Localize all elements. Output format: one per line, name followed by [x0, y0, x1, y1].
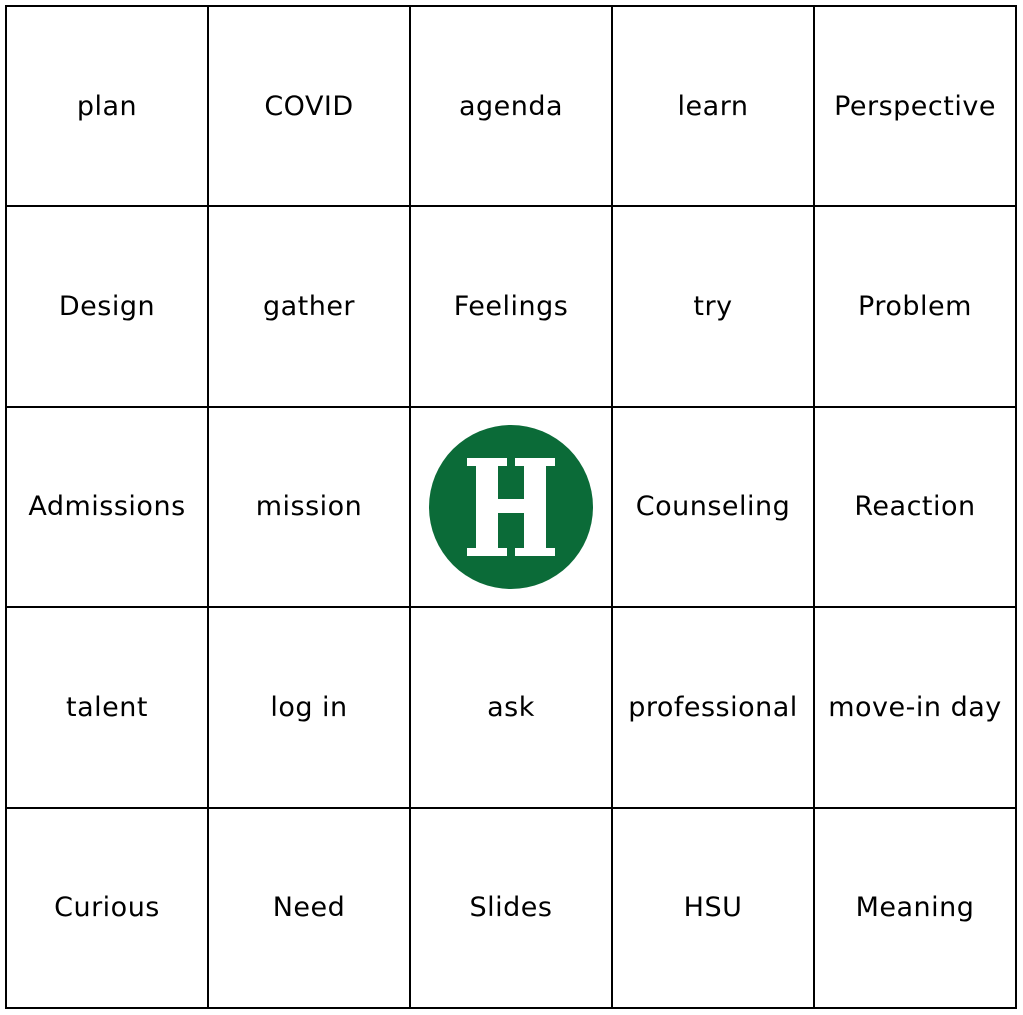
cell-label: Feelings — [453, 291, 569, 323]
cell-label: plan — [76, 90, 138, 122]
cell-label: Perspective — [834, 90, 996, 122]
bingo-cell-learn[interactable] — [613, 7, 815, 207]
cell-label: move-in day — [828, 691, 1002, 723]
bingo-cell-curious[interactable] — [7, 809, 209, 1009]
cell-label: try — [693, 291, 733, 323]
cell-label: gather — [262, 291, 356, 323]
cell-label: professional — [628, 691, 798, 723]
cell-label: Counseling — [635, 491, 791, 523]
bingo-cell-admissions[interactable] — [7, 408, 209, 608]
cell-label: COVID — [264, 90, 354, 122]
bingo-cell-hsu[interactable] — [613, 809, 815, 1009]
cell-label: Slides — [469, 892, 553, 924]
bingo-board — [5, 5, 1017, 1009]
bingo-cell-talent[interactable] — [7, 608, 209, 808]
bingo-cell-free-space[interactable] — [411, 408, 613, 608]
cell-label: Need — [272, 892, 346, 924]
bingo-cell-slides[interactable] — [411, 809, 613, 1009]
cell-label: agenda — [458, 90, 564, 122]
bingo-cell-move-in-day[interactable] — [815, 608, 1017, 808]
cell-label: mission — [255, 491, 363, 523]
bingo-cell-meaning[interactable] — [815, 809, 1017, 1009]
cell-label: Meaning — [855, 892, 975, 924]
cell-label: Design — [58, 291, 156, 323]
bingo-cell-mission[interactable] — [209, 408, 411, 608]
bingo-cell-problem[interactable] — [815, 207, 1017, 407]
cell-label: Curious — [54, 892, 160, 924]
bingo-cell-counseling[interactable] — [613, 408, 815, 608]
bingo-cell-log-in[interactable] — [209, 608, 411, 808]
bingo-cell-agenda[interactable] — [411, 7, 613, 207]
bingo-cell-professional[interactable] — [613, 608, 815, 808]
h-logo-icon — [429, 425, 593, 589]
bingo-cell-need[interactable] — [209, 809, 411, 1009]
bingo-cell-try[interactable] — [613, 207, 815, 407]
cell-label: talent — [66, 691, 148, 723]
bingo-cell-design[interactable] — [7, 207, 209, 407]
cell-label: ask — [487, 691, 535, 723]
cell-label: HSU — [683, 892, 743, 924]
bingo-cell-covid[interactable] — [209, 7, 411, 207]
cell-label: learn — [677, 90, 749, 122]
bingo-cell-gather[interactable] — [209, 207, 411, 407]
bingo-cell-ask[interactable] — [411, 608, 613, 808]
cell-label: log in — [270, 691, 348, 723]
bingo-cell-reaction[interactable] — [815, 408, 1017, 608]
cell-label: Admissions — [28, 491, 186, 523]
bingo-cell-perspective[interactable] — [815, 7, 1017, 207]
bingo-cell-plan[interactable] — [7, 7, 209, 207]
cell-label: Reaction — [854, 491, 976, 523]
bingo-cell-feelings[interactable] — [411, 207, 613, 407]
cell-label: Problem — [858, 291, 972, 323]
